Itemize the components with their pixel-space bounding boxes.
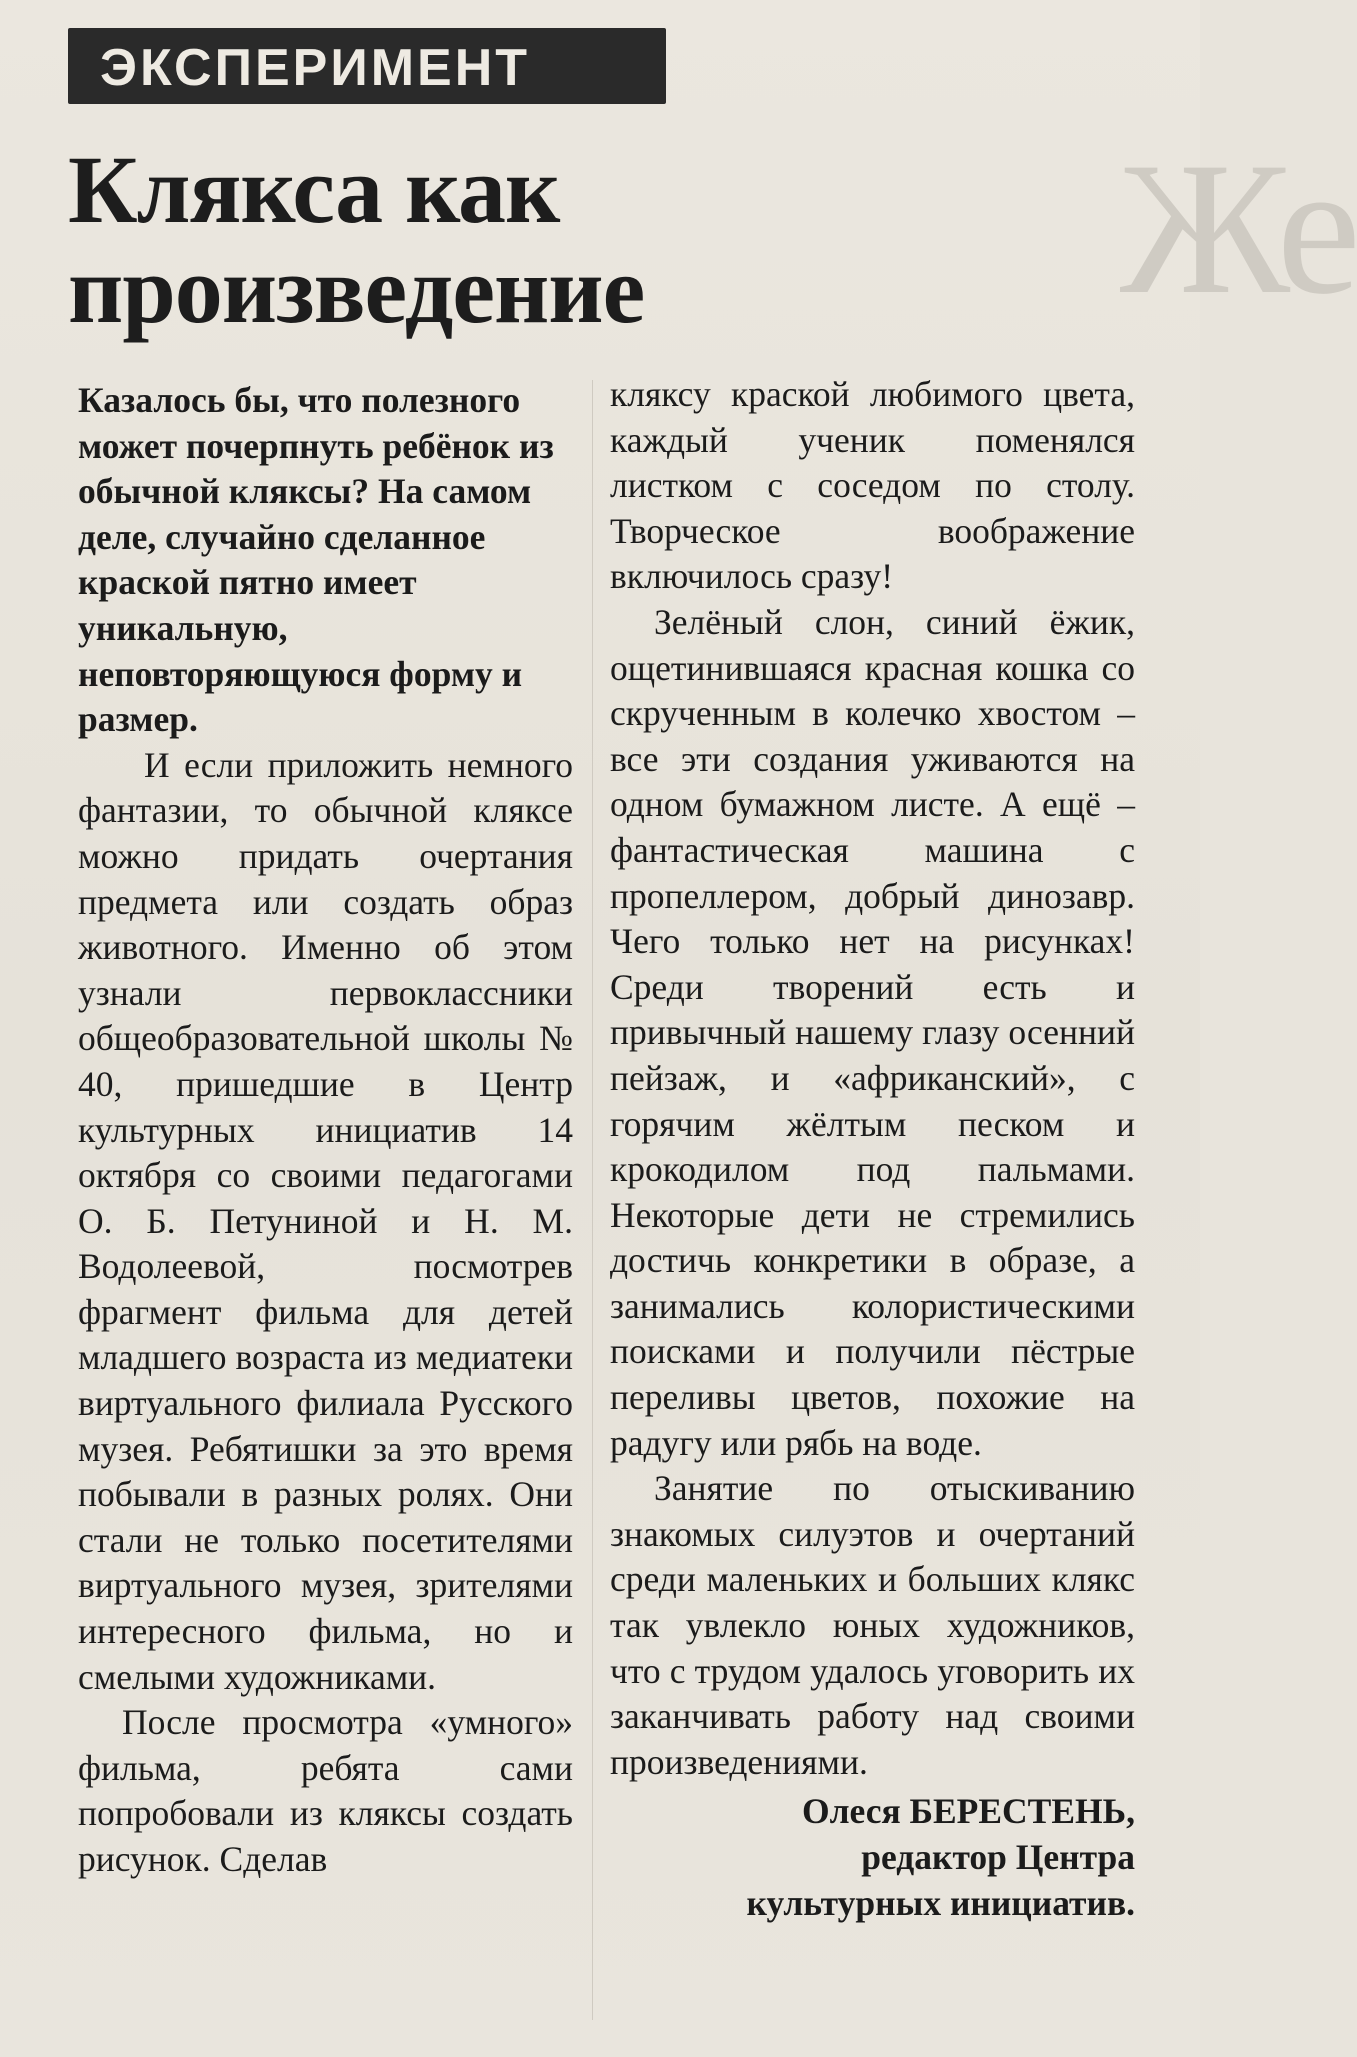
column-divider [592,380,593,2020]
headline-line-2: произведение [68,236,645,343]
article-paragraph: кляксу краской любимого цвета, каждый ученик поменялся листком с соседом по столу. Творческое воображение включилось сразу! [610,374,1135,597]
bleed-through-decoration: Же [1120,124,1357,334]
article-column-left [78,378,573,1883]
article-paragraph: После просмотра «умного» фильма, ребята сами попробовали из кляксы создать рисунок. Сделав [78,1702,573,1879]
headline-line-1: Клякса как [68,136,560,243]
author-role-line-2: культурных инициатив. [746,1882,1135,1923]
article-column-right [610,372,1135,1926]
author-role-line-1: редактор Центра [861,1837,1135,1877]
article-paragraph: Зелёный слон, синий ёжик, ощетинившаяся красная кошка со скрученным в колечко хвостом – все эти создания уживаются на одном бумажном листе. А ещё – фантастическая машина с пропеллером, добрый динозавр. Чего только нет на рисунках! Среди творений есть и привычный нашему глазу осенний пейзаж, и «африканский», с горячим жёлтым песком и крокодилом под пальмами. Некоторые дети не стремились достичь конкретики в образе, а занимались колористическими поисками и получили пёстрые переливы цветов, похожие на радугу или рябь на воде. [610,601,1135,1463]
article-lead: Казалось бы, что полезного может почерпнуть ребёнок из обычной кляксы? На самом деле, случайно сделанное краской пятно имеет уникальную, неповторяющуюся форму и размер. [78,380,554,740]
article-paragraph: И если приложить немного фантазии, то обычной кляксе можно придать очертания предмета или создать образ животного. Именно об этом узнали первоклассники общеобразовательной школы № 40, пришедшие в Центр культурных инициатив 14 октября со своими педагогами О. Б. Петуниной и Н. М. Водолеевой, посмотрев фрагмент фильма для детей младшего возраста из медиатеки виртуального филиала Русского музея. Ребятишки за это время побывали в разных ролях. Они стали не только посетителями виртуального музея, зрителями интересного фильма, но и смелыми художниками. [78,744,573,1697]
section-label-banner [68,28,666,104]
section-label: ЭКСПЕРИМЕНТ [100,39,531,97]
author-signature [610,1789,1135,1926]
article-headline [68,136,788,343]
author-name: Олеся БЕРЕСТЕНЬ, [801,1791,1135,1832]
article-paragraph: Занятие по отыскиванию знакомых силуэтов и очертаний среди маленьких и больших клякс так увлекло юных художников, что с трудом удалось уговорить их заканчивать работу над своими произведениями. [610,1468,1135,1782]
